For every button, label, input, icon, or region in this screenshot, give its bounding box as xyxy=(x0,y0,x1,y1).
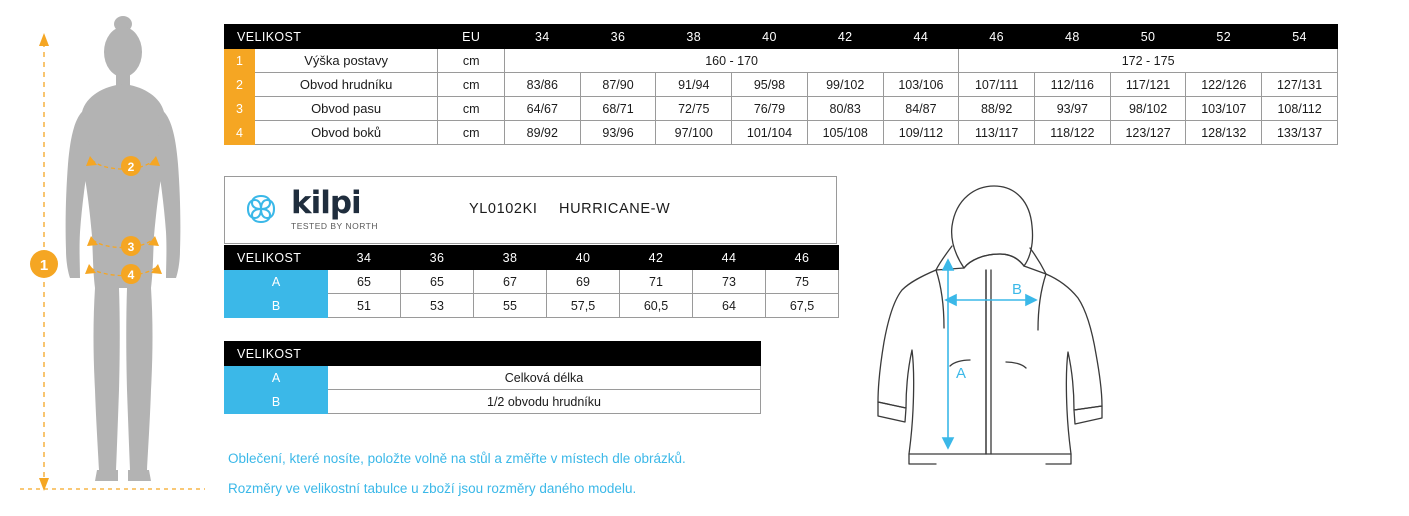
hips-36: 93/96 xyxy=(580,121,656,145)
table-row xyxy=(225,366,761,390)
col-header-50: 50 xyxy=(1110,25,1186,49)
product-name: HURRICANE-W xyxy=(559,201,671,217)
measurement-notes xyxy=(228,444,686,504)
row-marker-3: 3 xyxy=(225,97,255,121)
height-range-1: 160 - 170 xyxy=(504,49,958,73)
legend-desc-b: 1/2 obvodu hrudníku xyxy=(328,390,761,414)
garment-a-42: 71 xyxy=(620,270,693,294)
hips-46: 113/117 xyxy=(959,121,1035,145)
row-label-chest: Obvod hrudníku xyxy=(254,73,438,97)
col-header-42: 42 xyxy=(807,25,883,49)
figure-marker-3-label: 3 xyxy=(127,240,135,254)
height-range-2: 172 - 175 xyxy=(959,49,1338,73)
chest-50: 117/121 xyxy=(1110,73,1186,97)
table-row xyxy=(225,121,1338,145)
garment-a-44: 73 xyxy=(693,270,766,294)
waist-34: 64/67 xyxy=(504,97,580,121)
garment-b-38: 55 xyxy=(474,294,547,318)
waist-48: 93/97 xyxy=(1034,97,1110,121)
garment-a-36: 65 xyxy=(401,270,474,294)
garment-row-code-b: B xyxy=(225,294,328,318)
jacket-illustration xyxy=(840,170,1140,470)
waist-40: 76/79 xyxy=(732,97,808,121)
garment-col-header-38: 38 xyxy=(474,246,547,270)
row-label-hips: Obvod boků xyxy=(254,121,438,145)
col-header-52: 52 xyxy=(1186,25,1262,49)
garment-b-34: 51 xyxy=(328,294,401,318)
garment-a-46: 75 xyxy=(766,270,839,294)
hips-48: 118/122 xyxy=(1034,121,1110,145)
body-measurement-table xyxy=(224,24,1338,145)
garment-row-code-a: A xyxy=(225,270,328,294)
row-marker-1: 1 xyxy=(225,49,255,73)
table-row xyxy=(225,390,761,414)
legend-code-b: B xyxy=(225,390,328,414)
hips-42: 105/108 xyxy=(807,121,883,145)
row-label-waist: Obvod pasu xyxy=(254,97,438,121)
garment-col-header-36: 36 xyxy=(401,246,474,270)
waist-42: 80/83 xyxy=(807,97,883,121)
hips-44: 109/112 xyxy=(883,121,959,145)
row-unit-waist: cm xyxy=(438,97,505,121)
row-marker-2: 2 xyxy=(225,73,255,97)
legend-desc-a: Celková délka xyxy=(328,366,761,390)
table-row xyxy=(225,49,1338,73)
row-label-height: Výška postavy xyxy=(254,49,438,73)
row-unit-chest: cm xyxy=(438,73,505,97)
col-header-44: 44 xyxy=(883,25,959,49)
garment-col-header-34: 34 xyxy=(328,246,401,270)
row-unit-hips: cm xyxy=(438,121,505,145)
garment-a-40: 69 xyxy=(547,270,620,294)
legend-table-wrap xyxy=(224,341,761,414)
waist-36: 68/71 xyxy=(580,97,656,121)
waist-52: 103/107 xyxy=(1186,97,1262,121)
kilpi-wordmark: kilpi xyxy=(291,184,361,221)
garment-col-header-40: 40 xyxy=(547,246,620,270)
garment-b-36: 53 xyxy=(401,294,474,318)
legend-col-header-velikost: VELIKOST xyxy=(225,342,761,366)
figure-marker-1-label: 1 xyxy=(39,257,49,274)
table-row xyxy=(225,294,839,318)
note-line-2: Rozměry ve velikostní tabulce u zboží jsou rozměry daného modelu. xyxy=(228,481,637,496)
legend-table xyxy=(224,341,761,414)
height-arrow-top xyxy=(39,33,49,46)
jacket-marker-a-label: A xyxy=(956,365,967,382)
brand-product-box xyxy=(224,176,837,244)
waist-38: 72/75 xyxy=(656,97,732,121)
garment-col-header-velikost: VELIKOST xyxy=(225,246,328,270)
chest-42: 99/102 xyxy=(807,73,883,97)
figure-marker-4-label: 4 xyxy=(127,268,135,282)
row-marker-4: 4 xyxy=(225,121,255,145)
table-header-row xyxy=(225,342,761,366)
row-unit-height: cm xyxy=(438,49,505,73)
garment-col-header-42: 42 xyxy=(620,246,693,270)
female-body-figure xyxy=(0,0,220,516)
table-row xyxy=(225,97,1338,121)
garment-size-table-wrap xyxy=(224,245,839,318)
waist-50: 98/102 xyxy=(1110,97,1186,121)
col-header-38: 38 xyxy=(656,25,732,49)
chest-44: 103/106 xyxy=(883,73,959,97)
chest-54: 127/131 xyxy=(1262,73,1338,97)
kilpi-tagline: TESTED BY NORTH xyxy=(291,220,379,231)
kilpi-logo xyxy=(239,184,379,231)
garment-b-46: 67,5 xyxy=(766,294,839,318)
col-header-36: 36 xyxy=(580,25,656,49)
kilpi-knot-icon xyxy=(239,187,283,231)
garment-col-header-46: 46 xyxy=(766,246,839,270)
garment-size-table xyxy=(224,245,839,318)
hips-34: 89/92 xyxy=(504,121,580,145)
hips-52: 128/132 xyxy=(1186,121,1262,145)
female-body-figure-panel xyxy=(0,0,220,516)
note-line-1: Oblečení, které nosíte, položte volně na stůl a změřte v místech dle obrázků. xyxy=(228,451,686,466)
col-header-velikost: VELIKOST xyxy=(225,25,438,49)
jacket-illustration-panel xyxy=(840,170,1140,470)
product-code: YL0102KI xyxy=(469,201,538,217)
col-header-34: 34 xyxy=(504,25,580,49)
garment-a-34: 65 xyxy=(328,270,401,294)
col-header-54: 54 xyxy=(1262,25,1338,49)
garment-a-38: 67 xyxy=(474,270,547,294)
table-row xyxy=(225,73,1338,97)
waist-46: 88/92 xyxy=(959,97,1035,121)
waist-54: 108/112 xyxy=(1262,97,1338,121)
table-header-row xyxy=(225,246,839,270)
chest-34: 83/86 xyxy=(504,73,580,97)
col-header-46: 46 xyxy=(959,25,1035,49)
chest-40: 95/98 xyxy=(732,73,808,97)
chest-38: 91/94 xyxy=(656,73,732,97)
chest-46: 107/111 xyxy=(959,73,1035,97)
chest-52: 122/126 xyxy=(1186,73,1262,97)
legend-code-a: A xyxy=(225,366,328,390)
hips-50: 123/127 xyxy=(1110,121,1186,145)
garment-b-40: 57,5 xyxy=(547,294,620,318)
waist-44: 84/87 xyxy=(883,97,959,121)
chest-36: 87/90 xyxy=(580,73,656,97)
hips-40: 101/104 xyxy=(732,121,808,145)
col-header-40: 40 xyxy=(732,25,808,49)
table-row xyxy=(225,270,839,294)
chest-48: 112/116 xyxy=(1034,73,1110,97)
garment-b-42: 60,5 xyxy=(620,294,693,318)
garment-b-44: 64 xyxy=(693,294,766,318)
hips-38: 97/100 xyxy=(656,121,732,145)
body-measurement-table-wrap xyxy=(224,24,1338,145)
col-header-48: 48 xyxy=(1034,25,1110,49)
hips-54: 133/137 xyxy=(1262,121,1338,145)
figure-marker-2-label: 2 xyxy=(127,160,135,174)
col-header-eu: EU xyxy=(438,25,505,49)
table-header-row xyxy=(225,25,1338,49)
garment-col-header-44: 44 xyxy=(693,246,766,270)
jacket-marker-b-label: B xyxy=(1012,281,1023,298)
